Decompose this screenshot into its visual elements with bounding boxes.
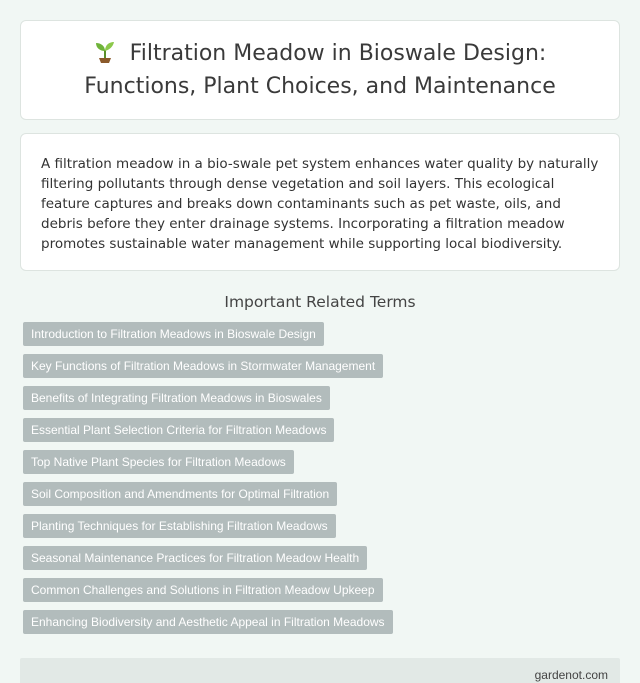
term-tag[interactable]: Seasonal Maintenance Practices for Filtration Meadow Health (23, 546, 367, 570)
term-tag[interactable]: Key Functions of Filtration Meadows in Stormwater Management (23, 354, 383, 378)
term-tag[interactable]: Essential Plant Selection Criteria for Filtration Meadows (23, 418, 334, 442)
term-tag[interactable]: Planting Techniques for Establishing Filtration Meadows (23, 514, 336, 538)
term-tag[interactable]: Benefits of Integrating Filtration Meadows in Bioswales (23, 386, 330, 410)
related-terms-list (20, 322, 620, 642)
term-tag[interactable]: Soil Composition and Amendments for Optimal Filtration (23, 482, 337, 506)
title-line-1: Filtration Meadow in Bioswale Design: (129, 40, 547, 66)
title-card (20, 20, 620, 120)
term-tag[interactable]: Top Native Plant Species for Filtration Meadows (23, 450, 294, 474)
intro-paragraph: A filtration meadow in a bio-swale pet system enhances water quality by naturally filtering pollutants through dense vegetation and soil layers. This ecological feature captures and breaks down contaminants such as pet waste, oils, and debris before they enter drainage systems. Incorporating a filtration meadow promotes sustainable water management while supporting local biodiversity. (41, 156, 599, 252)
sprout-icon (94, 39, 116, 72)
related-terms-heading: Important Related Terms (224, 293, 416, 311)
site-name[interactable]: gardenot.com (534, 668, 608, 682)
title-line-2: Functions, Plant Choices, and Maintenance (84, 73, 556, 99)
footer (20, 658, 620, 683)
term-tag[interactable]: Enhancing Biodiversity and Aesthetic Appeal in Filtration Meadows (23, 610, 393, 634)
term-tag[interactable]: Introduction to Filtration Meadows in Bioswale Design (23, 322, 324, 346)
term-tag[interactable]: Common Challenges and Solutions in Filtration Meadow Upkeep (23, 578, 383, 602)
intro-card (20, 133, 620, 271)
page-title (84, 39, 555, 102)
